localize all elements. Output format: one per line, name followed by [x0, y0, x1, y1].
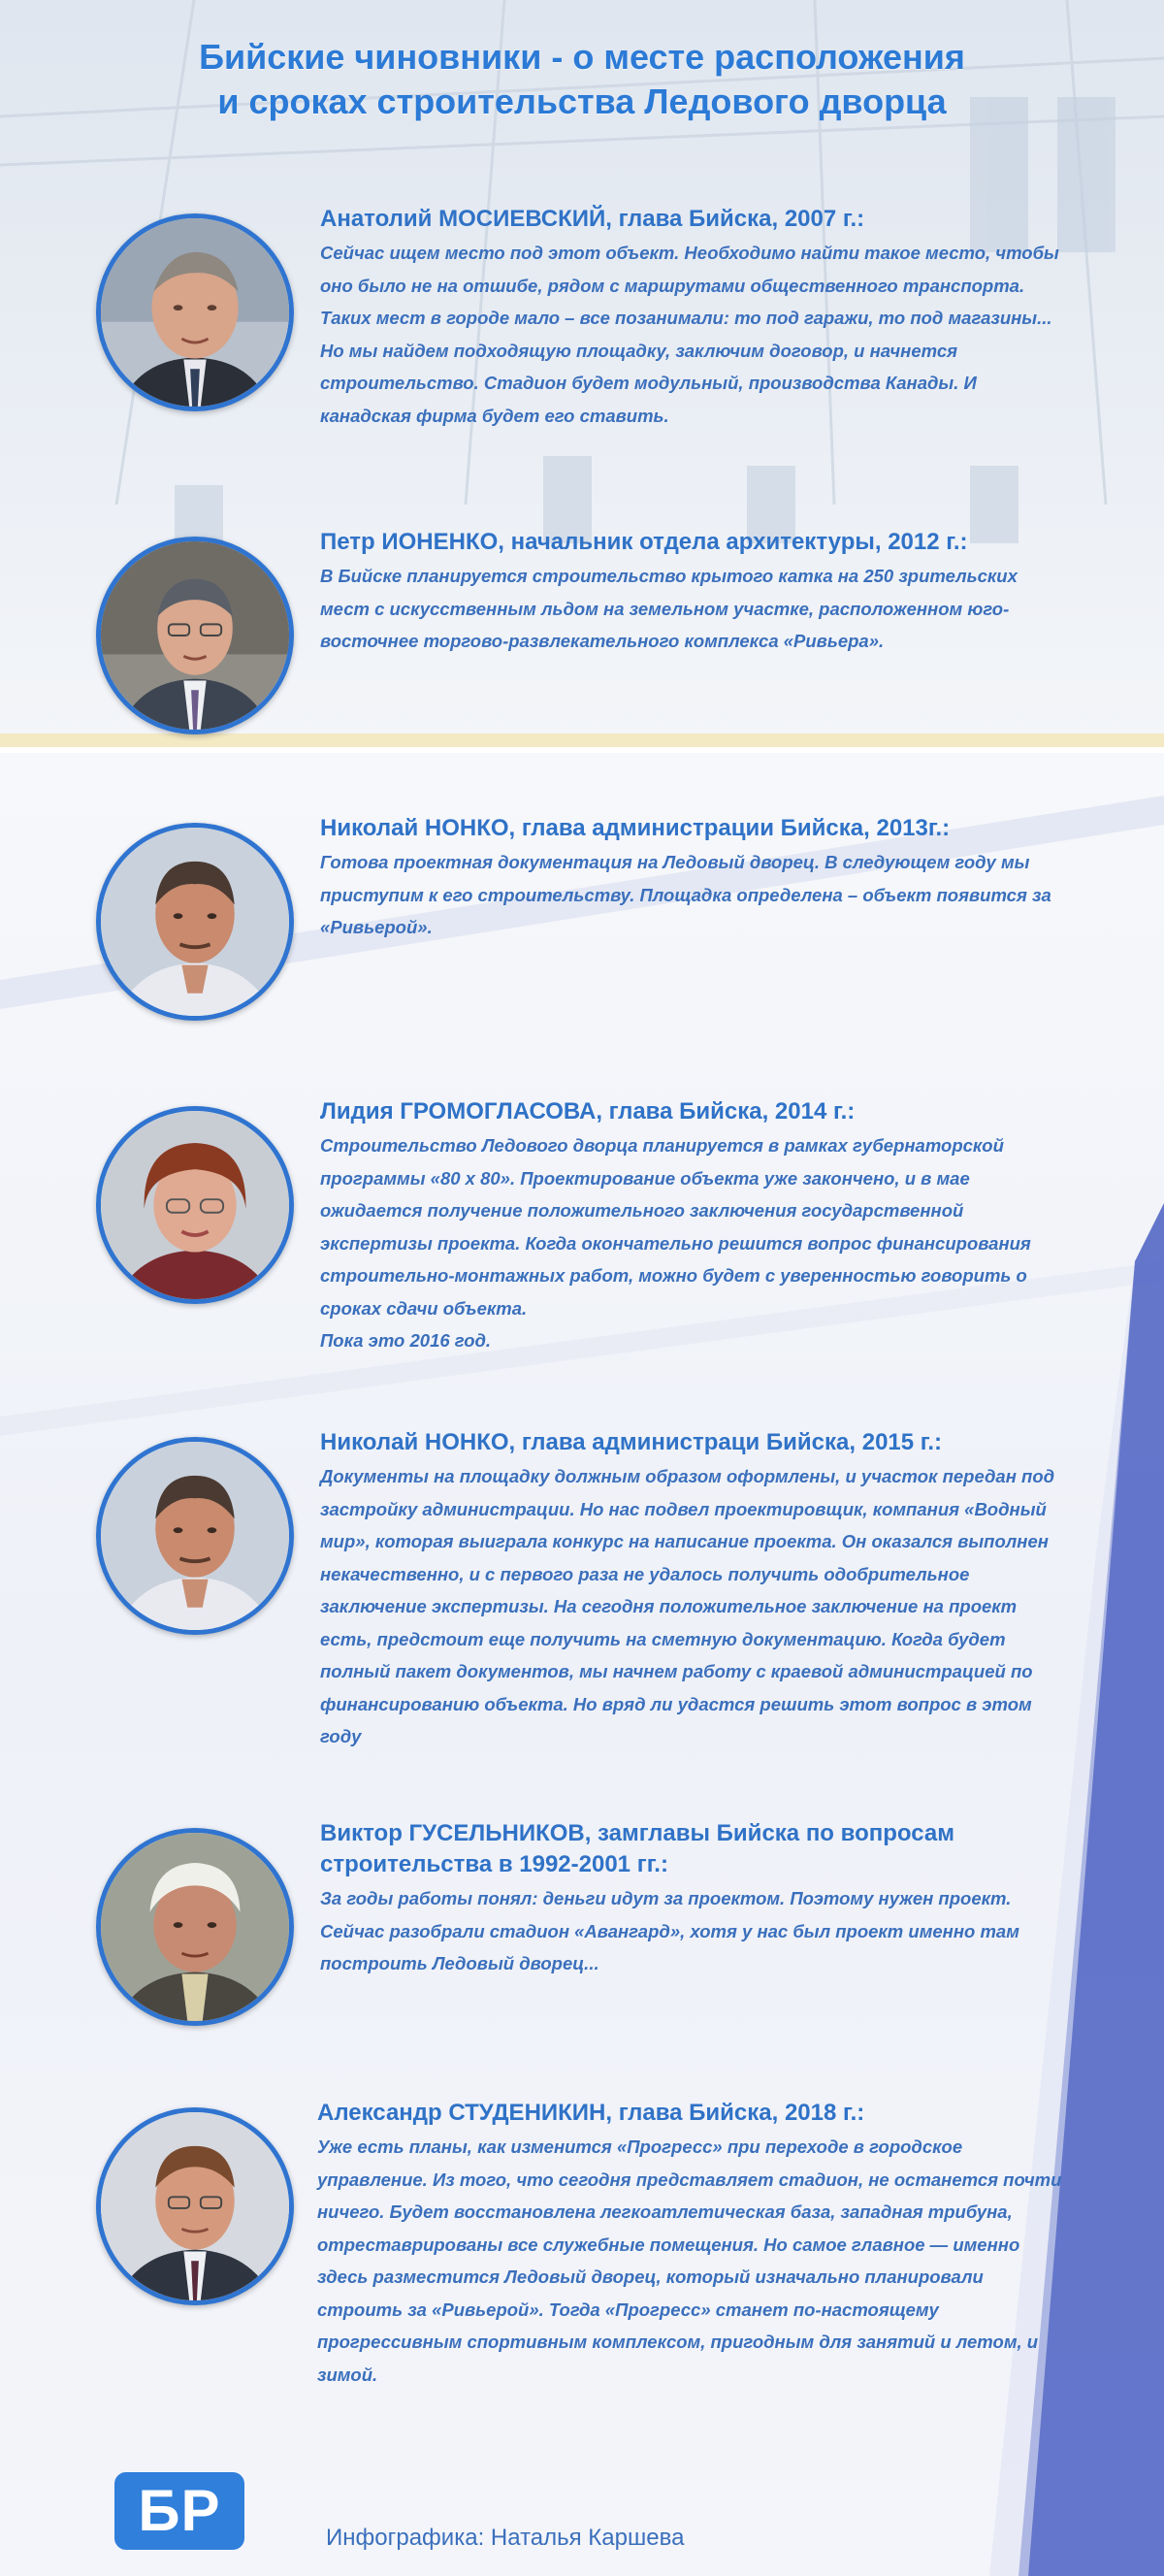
portrait-photo: [101, 1442, 289, 1630]
avatar: [96, 2107, 294, 2305]
portrait-photo: [101, 1111, 289, 1299]
quote-text-block: [320, 204, 1067, 432]
portrait-photo: [101, 2112, 289, 2300]
portrait-photo: [101, 828, 289, 1016]
speaker-heading: Николай НОНКО, глава администрации Бийска, 2013г.:: [320, 815, 951, 841]
quote-text: Строительство Ледового дворца планируется в рамках губернаторской программы «80 х 80». Проектирование объекта уже закончено, и в мае ожидается получение положительного заключения государственной экспертизы проекта. Когда окончательно решится вопрос финансирования строительно-монтажных работ, можно будет с уверенностью говорить о сроках сдачи объекта.: [320, 1135, 1031, 1319]
quote-text-block: [320, 527, 1067, 658]
quote-text: За годы работы понял: деньги идут за проектом. Поэтому нужен проект. Сейчас разобрали стадион «Авангард», хотя у нас был проект именно там построить Ледовый дворец...: [320, 1888, 1019, 1973]
speaker-heading: Виктор ГУСЕЛЬНИКОВ, замглавы Бийска по вопросам строительства в 1992-2001 гг.:: [320, 1820, 954, 1877]
quote-text-block: [317, 2098, 1064, 2391]
quote-note: Пока это 2016 год.: [320, 1330, 492, 1351]
quote-text-block: [320, 1818, 1067, 1980]
speaker-heading: Анатолий МОСИЕВСКИЙ, глава Бийска, 2007 г.:: [320, 206, 865, 232]
quote-text-block: [320, 813, 1067, 944]
quote-text: Документы на площадку должным образом оформлены, и участок передан под застройку администрации. Но нас подвел проектировщик, компания «Водный мир», которая выиграла конкурс на написание проекта. Он оказался выполнен некачественно, и с первого раза не удалось получить одобрительное заключение экспертизы. На сегодня положительное заключение на проект есть, предстоит еще получить на сметную документацию. Когда будет полный пакет документов, мы начнем работу с краевой администрацией по финансированию объекта. Но вряд ли удастся решить этот вопрос в этом году: [320, 1466, 1055, 1746]
title-line-1: Бийские чиновники - о месте расположения: [199, 37, 965, 77]
speaker-heading: Лидия ГРОМОГЛАСОВА, глава Бийска, 2014 г.:: [320, 1098, 856, 1125]
quote-text: Сейчас ищем место под этот объект. Необходимо найти такое место, чтобы оно было не на отшибе, рядом с маршрутами общественного транспорта. Таких мест в городе мало – все позанимали: то под гаражи, то под магазины... Но мы найдем подходящую площадку, заключим договор, и начнется строительство. Стадион будет модульный, производства Канады. И канадская фирма будет его ставить.: [320, 243, 1059, 426]
speaker-heading: Петр ИОНЕНКО, начальник отдела архитектуры, 2012 г.:: [320, 529, 968, 555]
infographic-credit: Инфографика: Наталья Каршева: [326, 2525, 685, 2551]
portrait-photo: [101, 1833, 289, 2021]
quote-text: Готова проектная документация на Ледовый дворец. В следующем году мы приступим к его строительству. Площадка определена – объект появится за «Ривьерой».: [320, 852, 1051, 937]
page-title: [0, 35, 1164, 124]
portrait-photo: [101, 218, 289, 407]
speaker-heading: Николай НОНКО, глава администраци Бийска, 2015 г.:: [320, 1429, 943, 1455]
avatar: [96, 1106, 294, 1304]
avatar: [96, 213, 294, 411]
title-line-2: и сроках строительства Ледового дворца: [217, 82, 947, 121]
br-logo: БР: [114, 2472, 244, 2550]
quote-text-block: [320, 1096, 1067, 1357]
speaker-heading: Александр СТУДЕНИКИН, глава Бийска, 2018 г.:: [317, 2100, 865, 2126]
quote-text-block: [320, 1427, 1067, 1753]
avatar: [96, 537, 294, 734]
avatar: [96, 1828, 294, 2026]
portrait-photo: [101, 541, 289, 730]
quote-text: В Бийске планируется строительство крытого катка на 250 зрительских мест с искусственным льдом на земельном участке, расположенном юго-восточнее торгово-развлекательного комплекса «Ривьера».: [320, 566, 1018, 651]
quote-text: Уже есть планы, как изменится «Прогресс» при переходе в городское управление. Из того, что сегодня представляет стадион, не останется почти ничего. Будет восстановлена легкоатлетическая база, западная трибуна, отреставрированы все служебные помещения. Но самое главное — именно здесь разместится Ледовый дворец, который изначально планировали строить за «Ривьерой». Тогда «Прогресс» станет по-настоящему прогрессивным спортивным комплексом, пригодным для занятий и летом, и зимой.: [317, 2136, 1062, 2385]
avatar: [96, 823, 294, 1021]
avatar: [96, 1437, 294, 1635]
